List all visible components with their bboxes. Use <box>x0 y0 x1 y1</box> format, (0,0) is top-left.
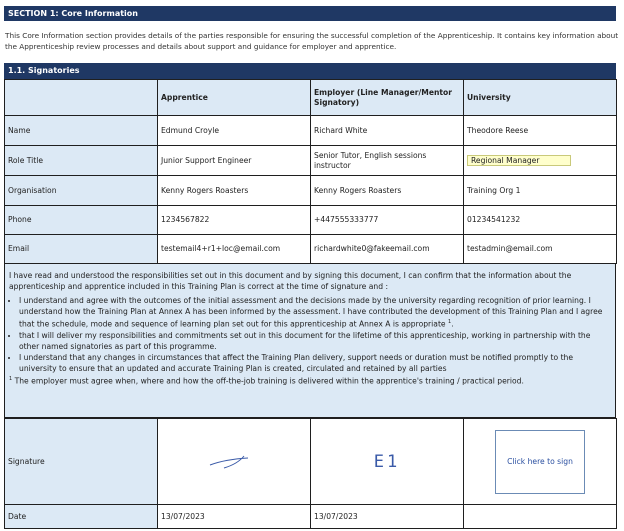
header-university: University <box>464 80 617 116</box>
section-title: SECTION 1: Core Information <box>4 6 616 21</box>
footnote-number: 1 <box>9 375 13 382</box>
footnote <box>9 374 609 387</box>
declaration-item: • I understand and agree with the outcomes of the initial assessment and the decisions made by the university regarding recognition of prior learning. I understand how the Training Plan at Annex A has been informed by the assessment. I have contributed the development of this Training Plan and I agree that the schedule, mode and sequence of learning plan set out for this apprenticeship at Annex A is appropriate $^1$. <box>19 295 609 330</box>
footnote-marker: 1 <box>448 319 452 325</box>
header-apprentice: Apprentice <box>158 80 311 116</box>
declaration-box <box>4 263 616 418</box>
university-phone: 01234541232 <box>464 206 617 235</box>
date-label: Date <box>5 505 158 529</box>
employer-date: 13/07/2023 <box>311 505 464 529</box>
table-row <box>5 235 617 264</box>
apprentice-phone: 1234567822 <box>158 206 311 235</box>
footnote-text: The employer must agree when, where and how the off-the-job training is delivered within the apprentice's training / practical period. <box>14 376 524 386</box>
employer-role: Senior Tutor, English sessions instructor <box>311 146 464 176</box>
employer-signature <box>311 419 464 505</box>
university-organisation: Training Org 1 <box>464 176 617 206</box>
employer-name: Richard White <box>311 116 464 146</box>
university-role-cell <box>464 146 617 176</box>
row-label-email: Email <box>5 235 158 264</box>
apprentice-name: Edmund Croyle <box>158 116 311 146</box>
declaration-item: • I understand that any changes in circumstances that affect the Training Plan delivery, support needs or duration must be notified promptly to the university to ensure that an updated and accurate Training Plan is created, circulated and retained by all parties <box>19 352 609 374</box>
signature-table <box>4 418 617 529</box>
university-name: Theodore Reese <box>464 116 617 146</box>
table-row <box>5 206 617 235</box>
apprentice-signature <box>158 419 311 505</box>
row-label-role: Role Title <box>5 146 158 176</box>
table-row <box>5 146 617 176</box>
university-signature-cell <box>464 419 617 505</box>
employer-signature-text: E1 <box>373 451 401 472</box>
signature-row <box>5 419 617 505</box>
apprentice-date: 13/07/2023 <box>158 505 311 529</box>
header-blank <box>5 80 158 116</box>
employer-phone: +447555333777 <box>311 206 464 235</box>
apprentice-email: testemail4+r1+loc@email.com <box>158 235 311 264</box>
apprentice-organisation: Kenny Rogers Roasters <box>158 176 311 206</box>
university-role-field[interactable]: Regional Manager <box>467 155 571 166</box>
employer-email: richardwhite0@fakeemail.com <box>311 235 464 264</box>
university-date <box>464 505 617 529</box>
click-to-sign-button[interactable]: Click here to sign <box>495 430 585 494</box>
university-email: testadmin@email.com <box>464 235 617 264</box>
apprentice-signature-scribble <box>204 449 264 473</box>
section-intro: This Core Information section provides details of the parties responsible for ensuring the successful completion of the Apprenticeship. It contains key information about the Apprenticeship review processes and details about support and guidance for employer and apprentice. <box>5 31 619 51</box>
table-row <box>5 176 617 206</box>
header-employer: Employer (Line Manager/Mentor Signatory) <box>311 80 464 116</box>
row-label-phone: Phone <box>5 206 158 235</box>
declaration-list <box>9 295 609 374</box>
employer-organisation: Kenny Rogers Roasters <box>311 176 464 206</box>
apprentice-role: Junior Support Engineer <box>158 146 311 176</box>
declaration-item: • that I will deliver my responsibilities and commitments set out in this document for the lifetime of this apprenticeship, working in partnership with the other named signatories as part of this programme. <box>19 330 609 352</box>
row-label-organisation: Organisation <box>5 176 158 206</box>
table-header-row <box>5 80 617 116</box>
signatories-title: 1.1. Signatories <box>4 63 616 79</box>
declaration-intro: I have read and understood the responsibilities set out in this document and by signing this document, I can confirm that the information about the apprenticeship and apprentice included in this Training Plan is correct at the time of signature and : <box>9 271 572 291</box>
signatories-table <box>4 79 617 264</box>
table-row <box>5 116 617 146</box>
signature-label: Signature <box>5 419 158 505</box>
date-row <box>5 505 617 529</box>
row-label-name: Name <box>5 116 158 146</box>
